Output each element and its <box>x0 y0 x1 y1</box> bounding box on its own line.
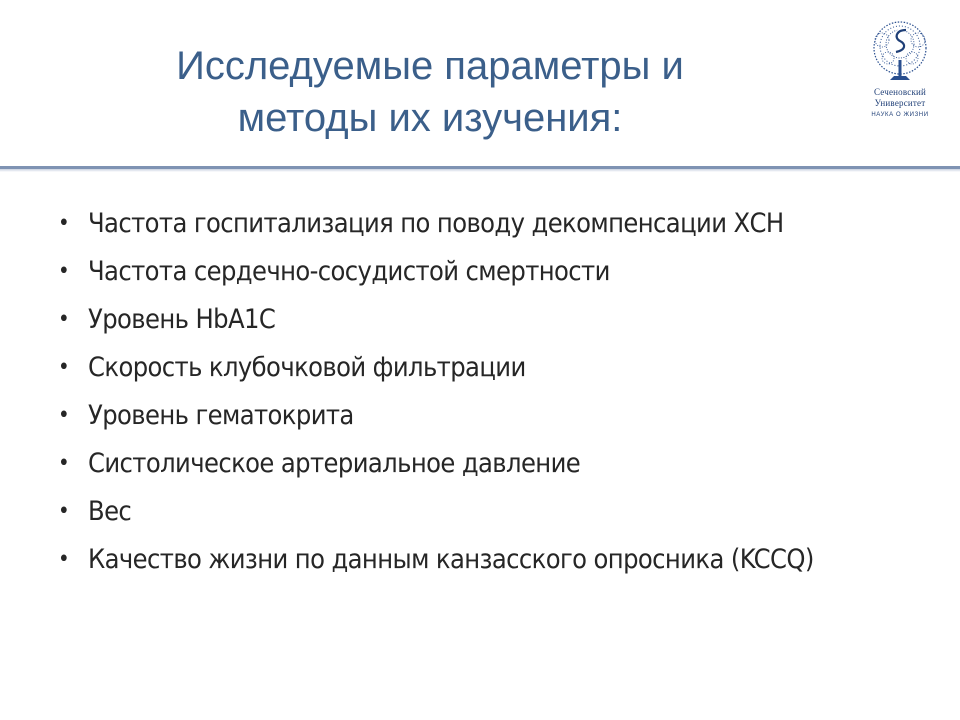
logo-text-line-1: Сеченовский <box>873 87 927 97</box>
bullet-icon: • <box>58 403 70 428</box>
list-item-text: Систолическое артериальное давление <box>88 448 581 479</box>
list-item <box>58 350 918 385</box>
list-item <box>58 446 918 481</box>
logo-text-line-2: Университет <box>874 98 926 108</box>
title-divider-shadow <box>0 169 960 172</box>
list-item <box>58 494 918 529</box>
title-line-2: методы их изучения: <box>237 96 623 140</box>
bullet-icon: • <box>58 211 70 236</box>
list-item-text: Вес <box>88 496 132 527</box>
slide-title <box>120 40 740 144</box>
list-item-text: Частота госпитализация по поводу декомпенсации ХСН <box>88 208 784 239</box>
list-item-text: Уровень гематокрита <box>88 400 354 431</box>
list-item-text: Уровень HbA1C <box>88 304 276 335</box>
bullet-icon: • <box>58 547 70 572</box>
list-item <box>58 398 918 433</box>
list-item-text: Качество жизни по данным канзасского опросника (KCCQ) <box>88 544 814 575</box>
bullet-icon: • <box>58 499 70 524</box>
list-item <box>58 254 918 289</box>
bullet-icon: • <box>58 451 70 476</box>
bullet-list <box>58 206 918 590</box>
tree-emblem-icon <box>860 16 940 86</box>
university-logo <box>860 16 940 128</box>
list-item <box>58 542 918 577</box>
list-item-text: Частота сердечно-сосудистой смертности <box>88 256 610 287</box>
logo-text-line-3: НАУКА О ЖИЗНИ <box>871 112 929 118</box>
title-line-1: Исследуемые параметры и <box>176 44 684 88</box>
bullet-icon: • <box>58 355 70 380</box>
bullet-icon: • <box>58 307 70 332</box>
list-item <box>58 302 918 337</box>
list-item-text: Скорость клубочковой фильтрации <box>88 352 526 383</box>
bullet-icon: • <box>58 259 70 284</box>
list-item <box>58 206 918 241</box>
